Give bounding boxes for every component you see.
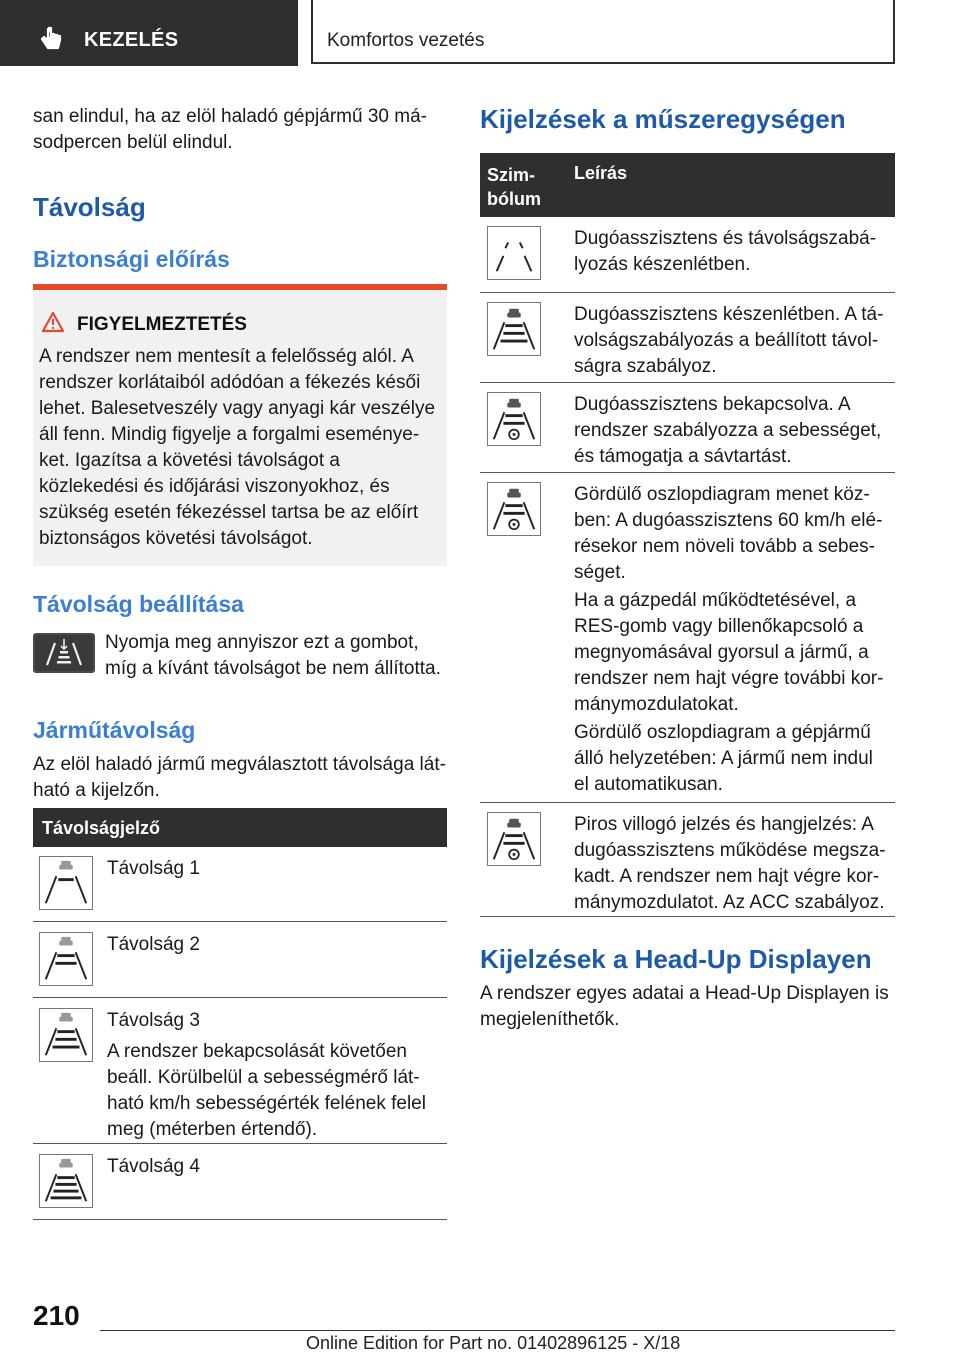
cluster-row-4-text-2: Ha a gázpedál működtetésével, a RES-gomb vagy billenőkapcsoló a megnyomásával gyorsul a jármű, a rendszer nem hajt végre további kormánymozdulatokat.	[574, 590, 884, 715]
cluster-row-1-text: Dugóasszisztens és távolságszabályozás készenlétben.	[574, 228, 877, 275]
row-divider	[480, 472, 895, 473]
vehicle-distance-text: Az elöl haladó jármű megválasztott távolsága látható a kijelzőn.	[33, 754, 446, 801]
footer-rule	[100, 1330, 895, 1331]
page-header	[0, 0, 960, 66]
cluster-row-3-text: Dugóasszisztens bekapcsolva. A rendszer szabályozza a sebességet, és támogatja a sávtartást.	[574, 394, 882, 467]
cluster-table-header	[480, 153, 895, 217]
distance-3-icon	[39, 1008, 93, 1062]
section-title: KEZELÉS	[84, 29, 179, 51]
jam-assist-active-icon	[487, 392, 541, 446]
chapter-title: Komfortos vezetés	[327, 30, 485, 51]
distance-3-note: A rendszer bekapcsolását követően beáll. Körülbelül a sebességmérő látható km/h sebességérték felének felel meg (méterben értendő).	[107, 1041, 426, 1140]
row-divider	[33, 997, 447, 998]
hand-icon	[40, 26, 64, 52]
distance-1-icon	[39, 856, 93, 910]
warning-title: FIGYELMEZTETÉS	[77, 314, 247, 335]
chapter-tab	[311, 0, 895, 64]
intro-text: san elindul, ha az elöl haladó gépjármű 30 másodpercen belül elindul.	[33, 106, 427, 153]
row-divider	[480, 292, 895, 293]
heading-distance-setting: Távolság beállítása	[33, 591, 244, 617]
distance-4-label: Távolság 4	[107, 1156, 200, 1177]
traffic-jam-standby-icon	[487, 226, 541, 280]
warning-triangle-icon	[41, 311, 65, 333]
cluster-row-5-text: Piros villogó jelzés és hangjelzés: A dugóasszisztens működése megszakadt. A rendszer nem hajt végre kormánymozdulatot. Az ACC szabályoz.	[574, 814, 886, 913]
row-divider	[480, 802, 895, 803]
cluster-row-4-text-3: Gördülő oszlopdiagram a gépjármű álló helyzetében: A jármű nem indul el automatikusan.	[574, 722, 873, 795]
heading-vehicle-distance: Járműtávolság	[33, 717, 196, 743]
edition-text: Online Edition for Part no. 01402896125 - X/18	[306, 1333, 681, 1353]
row-divider	[33, 921, 447, 922]
hud-text: A rendszer egyes adatai a Head-Up Displayen is megjeleníthetők.	[480, 983, 889, 1030]
distance-setting-text: Nyomja meg annyiszor ezt a gombot, míg a kívánt távolságot be nem állította.	[105, 632, 441, 679]
distance-3-label: Távolság 3	[107, 1010, 200, 1031]
cluster-row-4-text-1: Gördülő oszlopdiagram menet közben: A dugóasszisztens 60 km/h elérésekor nem növeli tovább a sebességet.	[574, 484, 883, 583]
distance-1-label: Távolság 1	[107, 858, 200, 879]
distance-2-icon	[39, 932, 93, 986]
row-divider	[480, 382, 895, 383]
jam-assist-standby-icon	[487, 302, 541, 356]
page-number: 210	[33, 1300, 80, 1331]
section-tab	[0, 0, 298, 66]
distance-table-header-label: Távolságjelző	[42, 818, 161, 838]
heading-hud-displays: Kijelzések a Head-Up Displayen	[480, 944, 872, 974]
symbol-column-header: Szimbólum	[487, 165, 541, 209]
jam-assist-rolling-bars-icon	[487, 482, 541, 536]
distance-button-icon	[33, 633, 95, 673]
jam-assist-interrupted-icon	[487, 812, 541, 866]
heading-cluster-displays: Kijelzések a műszeregységen	[480, 104, 846, 134]
distance-table-header	[33, 808, 447, 847]
warning-box	[33, 284, 447, 566]
row-divider	[480, 916, 895, 917]
row-divider	[33, 1143, 447, 1144]
heading-safety: Biztonsági előírás	[33, 246, 230, 272]
distance-2-label: Távolság 2	[107, 934, 200, 955]
cluster-row-2-text: Dugóasszisztens készenlétben. A távolságszabályozás a beállított távolságra szabályoz.	[574, 304, 884, 377]
warning-text: A rendszer nem mentesít a felelősség alól. A rendszer korlátaiból adódóan a fékezés késői lehet. Balesetveszély vagy anyagi kár veszélye áll fenn. Mindig figyelje a forgalmi eseményeket. Igazítsa a követési távolságot a közlekedési és időjárási viszonyokhoz, és szükség esetén fékezéssel tartsa be az előírt biztonságos követési távolságot.	[39, 346, 436, 549]
distance-4-icon	[39, 1154, 93, 1208]
heading-distance: Távolság	[33, 192, 146, 222]
description-column-header: Leírás	[574, 163, 628, 183]
row-divider	[33, 1219, 447, 1220]
